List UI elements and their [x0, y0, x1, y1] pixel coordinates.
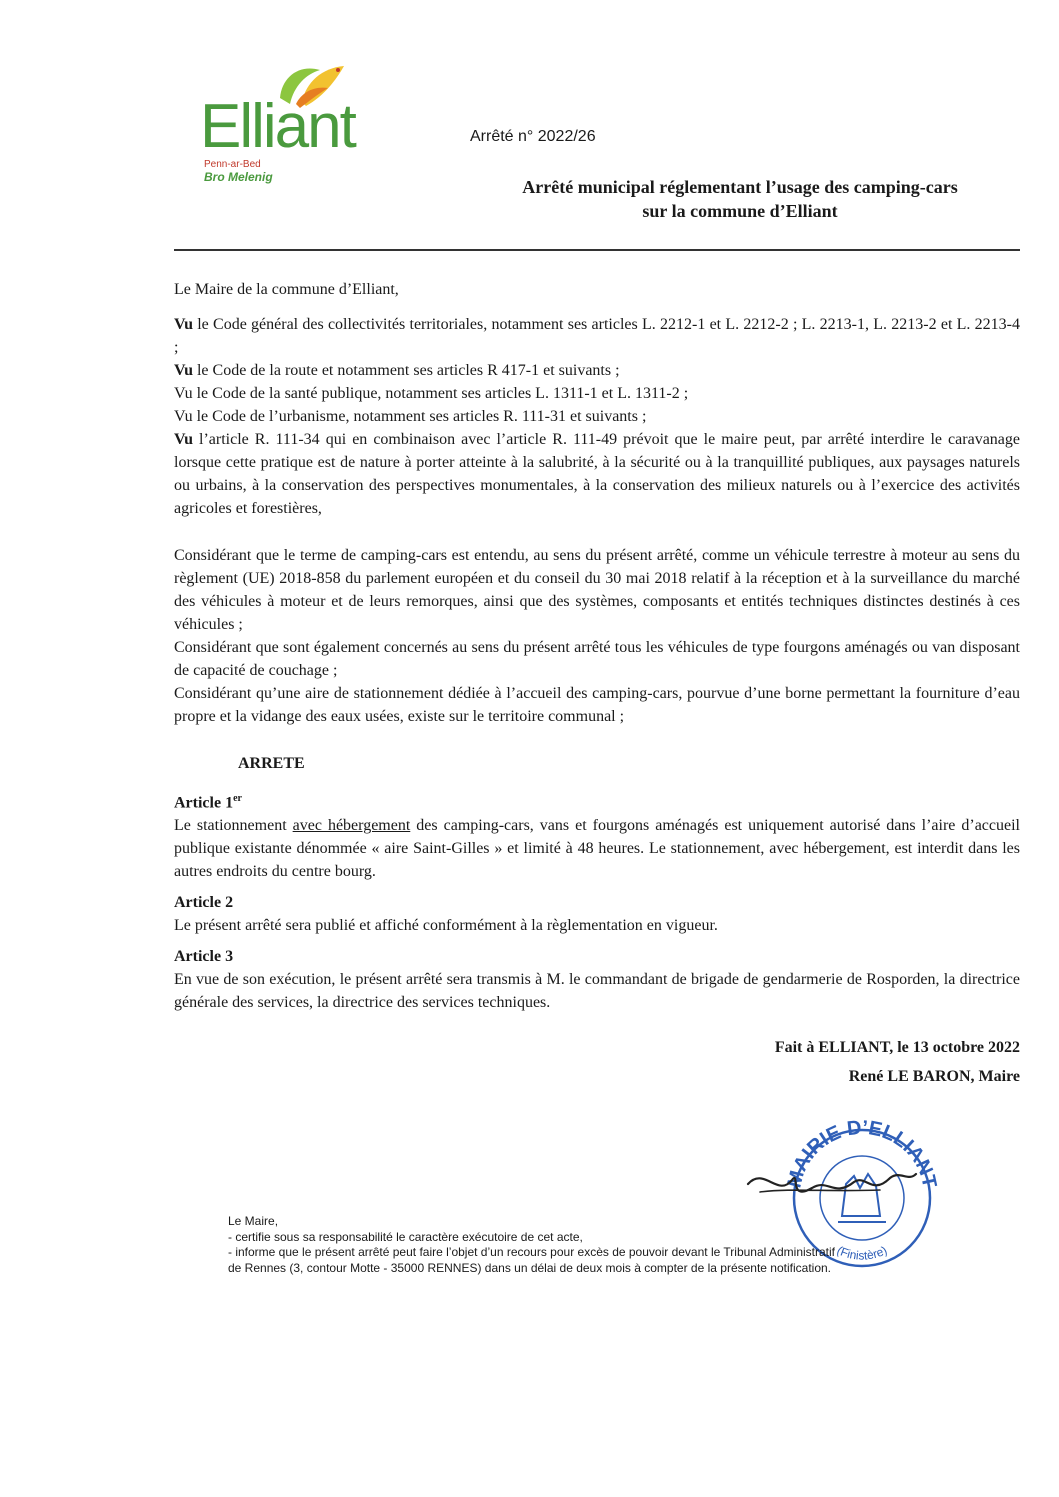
legal-footer	[228, 1214, 1018, 1276]
considerant-item: Considérant que le terme de camping-cars est entendu, au sens du présent arrêté, comme un véhicule terrestre à moteur au sens du règlement (UE) 2018-858 du parlement européen et du conseil du 30 mai 2018 relatif à la réception et à la surveillance du marché des véhicules à moteur et de leurs remorques, ainsi que des systèmes, composants et entités techniques distinctes destinés à ces véhicules ;	[174, 547, 1020, 633]
article-3-text: En vue de son exécution, le présent arrêté sera transmis à M. le commandant de brigade de gendarmerie de Rosporden, la directrice générale des services, la directrice des services techniques.	[174, 971, 1020, 1012]
elliant-logo	[200, 58, 370, 188]
place-date: Fait à ELLIANT, le 13 octobre 2022	[774, 1039, 1020, 1056]
stamp-top-text: MAIRIE D’ELLIANT	[783, 1118, 941, 1191]
vu-item: Vu l’article R. 111-34 qui en combinaison avec l’article R. 111-49 prévoit que le maire peut, par arrêté interdire le caravanage lorsque cette pratique est de nature à porter atteinte à la salubrité, à la sécurité ou à la tranquillité publiques, aux paysages naturels ou urbains, à la conservation des perspectives monumentales, à la conservation des milieux naturels ou à l’exercice des activités agricoles et forestières,	[174, 431, 1020, 517]
footer-line: Le Maire,	[228, 1214, 279, 1228]
article-3-title: Article 3	[174, 948, 234, 966]
footer-line: - certifie sous sa responsabilité le caractère exécutoire de cet acte,	[228, 1229, 583, 1244]
vu-item: Vu le Code de la route et notamment ses articles R 417-1 et suivants ;	[174, 362, 620, 379]
logo-wordmark: Elliant	[200, 92, 355, 161]
signature-block	[600, 1033, 1020, 1091]
article-2-title: Article 2	[174, 894, 234, 912]
arrete-number: Arrêté n° 2022/26	[470, 128, 596, 145]
title-line-2: sur la commune d’Elliant	[642, 201, 838, 221]
considerant-list	[174, 544, 1020, 728]
signer-name: René LE BARON, Maire	[848, 1068, 1020, 1085]
stamp-bottom-text: (Finistère)	[834, 1243, 890, 1263]
considerant-item: Considérant qu’une aire de stationnement dédiée à l’accueil des camping-cars, pourvue d’une borne permettant la fourniture d’eau propre et la vidange des eaux usées, existe sur le territoire communal ;	[174, 685, 1020, 725]
vu-list	[174, 313, 1020, 520]
vu-item: Vu le Code de l’urbanisme, notamment ses articles R. 111-31 et suivants ;	[174, 408, 647, 425]
footer-line: de Rennes (3, contour Motte - 35000 RENNES) dans un délai de deux mois à compter de la présente notification.	[228, 1260, 832, 1275]
document-body	[174, 278, 1020, 1014]
vu-item: Vu le Code général des collectivités territoriales, notamment ses articles L. 2212-1 et L. 2212-2 ; L. 2213-1, L. 2213-2 et L. 2213-4 ;	[174, 316, 1020, 356]
article-1-title: Article 1er	[174, 793, 242, 812]
article-1-text: Le stationnement avec hébergement des camping-cars, vans et fourgons aménagés est uniquement autorisé dans l’aire d’accueil publique existante dénommée « aire Saint-Gilles » et limité à 48 heures. Le stationnement, avec hébergement, est interdit dans les autres endroits du centre bourg.	[174, 817, 1020, 881]
logo-subtitle-penn-ar-bed: Penn-ar-Bed	[204, 159, 261, 170]
arrete-heading: ARRETE	[238, 755, 305, 772]
header-divider	[174, 249, 1020, 251]
article-2-text: Le présent arrêté sera publié et affiché conformément à la règlementation en vigueur.	[174, 917, 718, 935]
intro-line: Le Maire de la commune d’Elliant,	[174, 281, 399, 298]
logo-subtitle-bro-melenig: Bro Melenig	[204, 170, 273, 184]
document-title	[460, 175, 1020, 223]
title-line-1: Arrêté municipal réglementant l’usage des camping-cars	[522, 177, 958, 197]
considerant-item: Considérant que sont également concernés au sens du présent arrêté tous les véhicules de type fourgons aménagés ou van disposant de capacité de couchage ;	[174, 639, 1020, 679]
vu-item: Vu le Code de la santé publique, notamment ses articles L. 1311-1 et L. 1311-2 ;	[174, 385, 689, 402]
footer-line: - informe que le présent arrêté peut faire l’objet d’un recours pour excès de pouvoir devant le Tribunal Administratif	[228, 1245, 835, 1259]
